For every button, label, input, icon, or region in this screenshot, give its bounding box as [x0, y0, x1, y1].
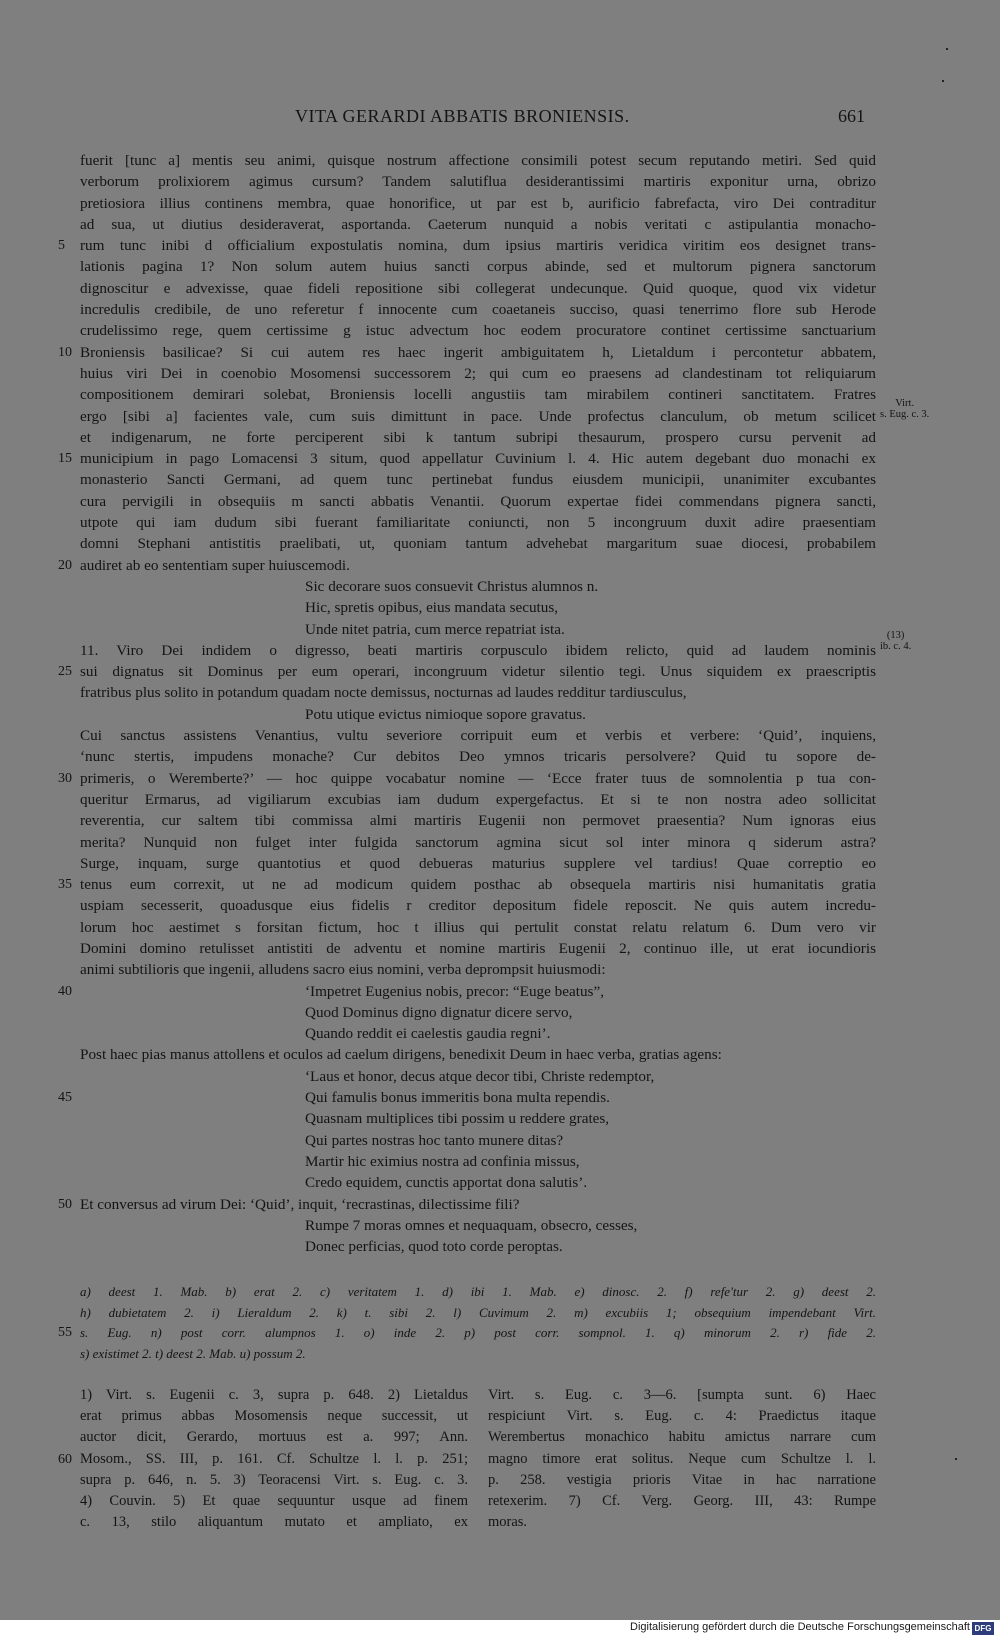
- line-number: 25: [58, 664, 72, 680]
- text-line: [0, 171, 1000, 192]
- text-line: [0, 917, 1000, 938]
- commentary-left-column: supra p. 646, n. 5. 3) Teoracensi Virt. s. Eug. c. 3.: [80, 1471, 468, 1488]
- commentary-line: [0, 1470, 1000, 1491]
- text-line: [0, 768, 1000, 789]
- variant-note-text: h) dubietatem 2. i) Lieraldum 2. k) t. sibi 2. l) Cuvimum 2. m) excubiis 1; obsequium impendebant Virt.: [80, 1304, 876, 1320]
- margin-note-line: s. Eug. c. 3.: [880, 409, 930, 420]
- page-header: [0, 104, 1000, 134]
- text-line: [0, 533, 1000, 554]
- line-text: Credo equidem, cunctis apportat dona salutis’.: [305, 1174, 588, 1192]
- page-number: 661: [838, 106, 865, 126]
- line-number: 30: [58, 770, 72, 786]
- commentary-right-column: magno timore erat solitus. Neque cum Schultze l. l.: [488, 1450, 876, 1467]
- text-line: [0, 363, 1000, 384]
- running-title: VITA GERARDI ABBATIS BRONIENSIS.: [295, 106, 630, 126]
- margin-note-line: (13): [886, 630, 905, 641]
- line-text: tenus eum correxit, ut ne ad modicum quidem posthac ab obsequela martiris nisi humanitatis gratia: [80, 876, 876, 894]
- variant-note-text: s) existimet 2. t) deest 2. Mab. u) possum 2.: [80, 1345, 306, 1361]
- line-text: rum tunc inibi d officialium expostulatis nomina, dum ipsius martiris veridica viritim eos designet trans-: [80, 237, 876, 255]
- text-line: [0, 1044, 1000, 1065]
- line-text: merita? Nunquid non fulget inter fulgida sanctorum agmina sicut sol inter minora q siderum astra?: [80, 833, 876, 851]
- line-text: Quasnam multiplices tibi possim u reddere grates,: [305, 1110, 610, 1128]
- footer-bar: [0, 1620, 1000, 1638]
- line-number: 10: [58, 344, 72, 360]
- commentary-right-column: Virt. s. Eug. c. 3—6. [sumpta sunt. 6) Haec: [488, 1387, 876, 1403]
- verse-line: [0, 576, 1000, 597]
- commentary-right-column: retexerim. 7) Cf. Verg. Georg. III, 43: Rumpe: [488, 1492, 876, 1509]
- line-text: uspiam secesserit, quoadusque eius fidelis r creditor depositum fidele reposcit. Ne quis autem incredu-: [80, 897, 876, 915]
- line-text: Domini domino retulisset antistiti de adventu et nomine martiris Eugenii 2, continuo ille, ut erat iocundioris: [80, 939, 876, 957]
- text-line: [0, 512, 1000, 533]
- text-line: [0, 853, 1000, 874]
- verse-line: [0, 981, 1000, 1002]
- commentary-left-column: auctor dicit, Gerardo, mortuus est a. 997; Ann.: [80, 1429, 468, 1446]
- line-text: municipium in pago Lomacensi 3 situm, quod appellatur Cuvinium l. 4. Hic autem degebant duo monachi ex: [80, 450, 876, 468]
- text-line: [0, 342, 1000, 363]
- line-text: et indigenarum, ne forte perciperent sibi k tantum subripi thesaurum, prospero cursu pervenit ad: [80, 428, 876, 446]
- line-number: 50: [58, 1196, 72, 1212]
- scan-speck: [942, 80, 944, 82]
- line-text: Surge, inquam, surge quantotius et quod debueras maturius supplere vel tardius! Quae correptio eo: [80, 854, 876, 872]
- line-text: Rumpe 7 moras omnes et nequaquam, obsecro, cesses,: [305, 1216, 638, 1234]
- verse-line: [0, 1023, 1000, 1044]
- verse-line: [0, 1172, 1000, 1193]
- line-text: 11. Viro Dei indidem o digresso, beati martiris corpusculo ibidem relicto, quid ad laudem nominis: [80, 641, 876, 659]
- line-text: ‘nunc stertis, impudens monache? Cur debitos Deo ymnos tricaris persolvere? Quid tu sopore de-: [80, 748, 876, 766]
- text-line: [0, 278, 1000, 299]
- variant-note-text: a) deest 1. Mab. b) erat 2. c) veritatem 1. d) ibi 1. Mab. e) dinosc. 2. f) refe'tur 2. g) deest 2.: [80, 1284, 876, 1299]
- commentary-right-column: moras.: [488, 1514, 528, 1531]
- commentary-right-column: Werembertus monachico habitu amictus narrare cum: [488, 1429, 876, 1446]
- text-line: [0, 469, 1000, 490]
- text-line: [0, 810, 1000, 831]
- line-text: Cui sanctus assistens Venantius, vultu severiore corripuit eum et verbis et verbere: ‘Quid’, inquiens,: [80, 727, 876, 745]
- line-text: ‘Impetret Eugenius nobis, precor: “Euge beatus”,: [305, 982, 605, 1000]
- scan-speck: [955, 1458, 957, 1460]
- commentary-left-column: Mosom., SS. III, p. 161. Cf. Schultze l. l. p. 251;: [80, 1450, 468, 1467]
- line-text: queritur Ermarus, ad vigiliarum excubias iam dudum expergefactus. Et si te non nostra adeo sollicitat: [80, 790, 876, 808]
- line-text: compositionem demirari solebat, Broniensis locelli angustiis tam mirabilem contineri sanctitatem. Fratres: [80, 386, 876, 404]
- margin-note: [880, 630, 911, 652]
- text-line: [0, 640, 1000, 661]
- text-line: [0, 725, 1000, 746]
- line-text: animi subtilioris que ingenii, alludens sacro eius nomini, verba deprompsit huiusmodi:: [80, 961, 606, 979]
- line-text: Quando reddit ei caelestis gaudia regni’.: [305, 1025, 551, 1043]
- commentary-left-column: erat primus abbas Mosomensis neque successit, ut: [80, 1408, 468, 1425]
- commentary-left-column: c. 13, stilo aliquantum mutato et ampliato, ex: [80, 1514, 468, 1531]
- verse-line: [0, 1151, 1000, 1172]
- variant-note-line: [0, 1344, 1000, 1365]
- line-text: Broniensis basilicae? Si cui autem res haec ingerit ambiguitatem h, Lietaldum i percontetur abbatem,: [80, 343, 876, 361]
- verse-line: [0, 1066, 1000, 1087]
- line-text: lorum hoc aestimet s forsitan fictum, hoc t illius qui pertulit constat relatu relatum 6. Dum vero vir: [80, 918, 876, 936]
- commentary-right-column: respiciunt Virt. s. Eug. c. 4: Praedictus itaque: [488, 1408, 876, 1425]
- text-line: [0, 235, 1000, 256]
- text-line: [0, 491, 1000, 512]
- funding-credit: Digitalisierung gefördert durch die Deutsche Forschungsgemeinschaft: [630, 1621, 970, 1633]
- verse-line: [0, 1236, 1000, 1257]
- text-line: [0, 256, 1000, 277]
- text-line: [0, 427, 1000, 448]
- commentary-left-column: 1) Virt. s. Eugenii c. 3, supra p. 648. 2) Lietaldus: [80, 1387, 468, 1403]
- line-text: Hic, spretis opibus, eius mandata secutus,: [305, 599, 559, 617]
- verse-line: [0, 1108, 1000, 1129]
- line-text: fuerit [tunc a] mentis seu animi, quisque nostrum affectione consimili potest secum reputando metiri. Sed quid: [80, 152, 876, 169]
- text-line: [0, 1194, 1000, 1215]
- text-line: [0, 555, 1000, 576]
- commentary-line: [0, 1385, 1000, 1406]
- line-number: 35: [58, 877, 72, 893]
- text-line: [0, 789, 1000, 810]
- commentary-line: [0, 1491, 1000, 1512]
- line-number: 45: [58, 1090, 72, 1106]
- margin-note-line: ib. c. 4.: [880, 641, 912, 652]
- line-number: 55: [58, 1325, 72, 1340]
- commentary-notes: [0, 1385, 1000, 1533]
- variant-note-line: [0, 1323, 1000, 1344]
- line-text: reverentia, cur saltem tibi commissa almi martiris Eugenii non permovet praesentia? Num ignoras eius: [80, 812, 876, 830]
- commentary-line: [0, 1427, 1000, 1448]
- verse-line: [0, 704, 1000, 725]
- commentary-line: [0, 1449, 1000, 1470]
- line-text: Et conversus ad virum Dei: ‘Quid’, inquit, ‘recrastinas, dilectissime fili?: [80, 1195, 520, 1213]
- line-text: huius viri Dei in coenobio Mosomensi successorem 2; qui cum eo praesens ad clandestinam tot reliquiarum: [80, 364, 876, 382]
- line-text: cura pervigili in obsequiis m sancti abbatis Venantii. Quorum expertae fidei commendans pignera sancti,: [80, 492, 876, 510]
- variant-note-text: s. Eug. n) post corr. alumpnos 1. o) inde 2. p) post corr. sompnol. 1. q) minorum 2. r) fide 2.: [80, 1325, 876, 1340]
- line-text: primeris, o Weremberte?’ — hoc quippe vocabatur nomine — ‘Ecce frater tuus de somnolentia p tua con-: [80, 769, 876, 787]
- line-text: Sic decorare suos consuevit Christus alumnos n.: [305, 577, 599, 595]
- verse-line: [0, 1215, 1000, 1236]
- text-line: [0, 661, 1000, 682]
- line-number: 40: [58, 983, 72, 999]
- text-line: [0, 299, 1000, 320]
- line-text: Qui famulis bonus immeritis bona multa rependis.: [305, 1089, 610, 1107]
- line-text: fratribus plus solito in potandum quadam nocte demissus, nocturnas ad laudes redditur tardiusculus,: [80, 684, 687, 702]
- line-text: incredulis credibile, de uno referetur f innocente cum coaetaneis succiso, quasi tenerrimo flore sub Herode: [80, 301, 876, 319]
- text-line: [0, 384, 1000, 405]
- verse-line: [0, 1002, 1000, 1023]
- line-text: ‘Laus et honor, decus atque decor tibi, Christe redemptor,: [305, 1067, 655, 1085]
- variant-note-line: [0, 1282, 1000, 1303]
- text-line: [0, 320, 1000, 341]
- text-line: [0, 746, 1000, 767]
- text-line: [0, 874, 1000, 895]
- line-text: domni Stephani antistitis praelibati, ut, quoniam tantum advehebat margaritum suae diocesi, probabilem: [80, 535, 876, 553]
- line-text: audiret ab eo sententiam super huiuscemodi.: [80, 556, 350, 574]
- commentary-right-column: p. 258. vestigia prioris Vitae in hac narratione: [488, 1471, 876, 1488]
- line-number: 60: [58, 1451, 72, 1467]
- main-text: [0, 150, 1000, 1257]
- margin-note: [880, 398, 929, 420]
- line-text: ad sua, ut diutius desideraverat, asportanda. Caeterum nunquid a nobis veritati c astipulantia monacho-: [80, 215, 876, 233]
- line-text: lationis pagina 1? Non solum autem huius sancti corpus abinde, sed et multorum pignera sanctorum: [80, 258, 876, 276]
- text-line: [0, 406, 1000, 427]
- scan-speck: [946, 48, 948, 50]
- text-line: [0, 214, 1000, 235]
- line-text: pretiosiora illius continens membra, quae honorifice, ut par est b, aurificio fabrefacta, viro Dei contraditur: [80, 194, 876, 212]
- verse-line: [0, 1130, 1000, 1151]
- line-number: 5: [58, 238, 65, 254]
- text-line: [0, 448, 1000, 469]
- variant-notes: [0, 1282, 1000, 1364]
- text-line: [0, 150, 1000, 171]
- commentary-line: [0, 1512, 1000, 1533]
- line-text: Qui partes nostras hoc tanto munere ditas?: [305, 1131, 564, 1149]
- line-text: Unde nitet patria, cum merce repatriat ista.: [305, 620, 565, 638]
- text-line: [0, 682, 1000, 703]
- line-text: utpote qui iam dudum sibi fuerant familiaritate coniuncti, non 5 incongruum duxit adire praesentiam: [80, 514, 876, 532]
- line-text: monasterio Sancti Germani, ad quem tunc pertinebat fundus eiusdem municipii, unanimiter excubantes: [80, 471, 876, 489]
- text-line: [0, 895, 1000, 916]
- line-text: Martir hic eximius nostra ad confinia missus,: [305, 1152, 580, 1170]
- dfg-logo-icon: DFG: [972, 1622, 994, 1635]
- commentary-left-column: 4) Couvin. 5) Et quae sequuntur usque ad finem: [80, 1492, 468, 1509]
- line-text: Donec perficias, quod toto corde peroptas.: [305, 1238, 563, 1256]
- line-text: verborum prolixiorem agimus cursum? Tandem salutiflua desiderantissimi martiris exponitur urna, obrizo: [80, 173, 876, 191]
- line-text: sui dignatus sit Dominus per eum operari, incongruum videtur silentio tegi. Unus siquidem ex praescriptis: [80, 663, 876, 681]
- verse-line: [0, 597, 1000, 618]
- line-text: dignoscitur e advexisse, quae fideli repositione sibi collegerat undecunque. Quid quoque, quod vix videtur: [80, 279, 876, 297]
- text-line: [0, 959, 1000, 980]
- line-text: ergo [sibi a] facientes vale, cum suis dimittunt in pace. Unde profectus clanculum, ob metum scilicet: [80, 407, 876, 425]
- line-text: Quod Dominus digno dignatur dicere servo,: [305, 1003, 573, 1021]
- verse-line: [0, 1087, 1000, 1108]
- line-number: 20: [58, 557, 72, 573]
- text-line: [0, 193, 1000, 214]
- margin-note-line: Virt.: [895, 398, 915, 409]
- line-text: Potu utique evictus nimioque sopore gravatus.: [305, 705, 586, 723]
- verse-line: [0, 619, 1000, 640]
- commentary-line: [0, 1406, 1000, 1427]
- text-line: [0, 938, 1000, 959]
- line-text: Post haec pias manus attollens et oculos ad caelum dirigens, benedixit Deum in haec verba, gratias agens:: [80, 1046, 722, 1064]
- variant-note-line: [0, 1303, 1000, 1324]
- line-text: crudelissimo rege, quem certissime g istuc advectum hoc eodem procuratore continet certissime sanctuarium: [80, 322, 876, 340]
- text-line: [0, 832, 1000, 853]
- line-number: 15: [58, 451, 72, 467]
